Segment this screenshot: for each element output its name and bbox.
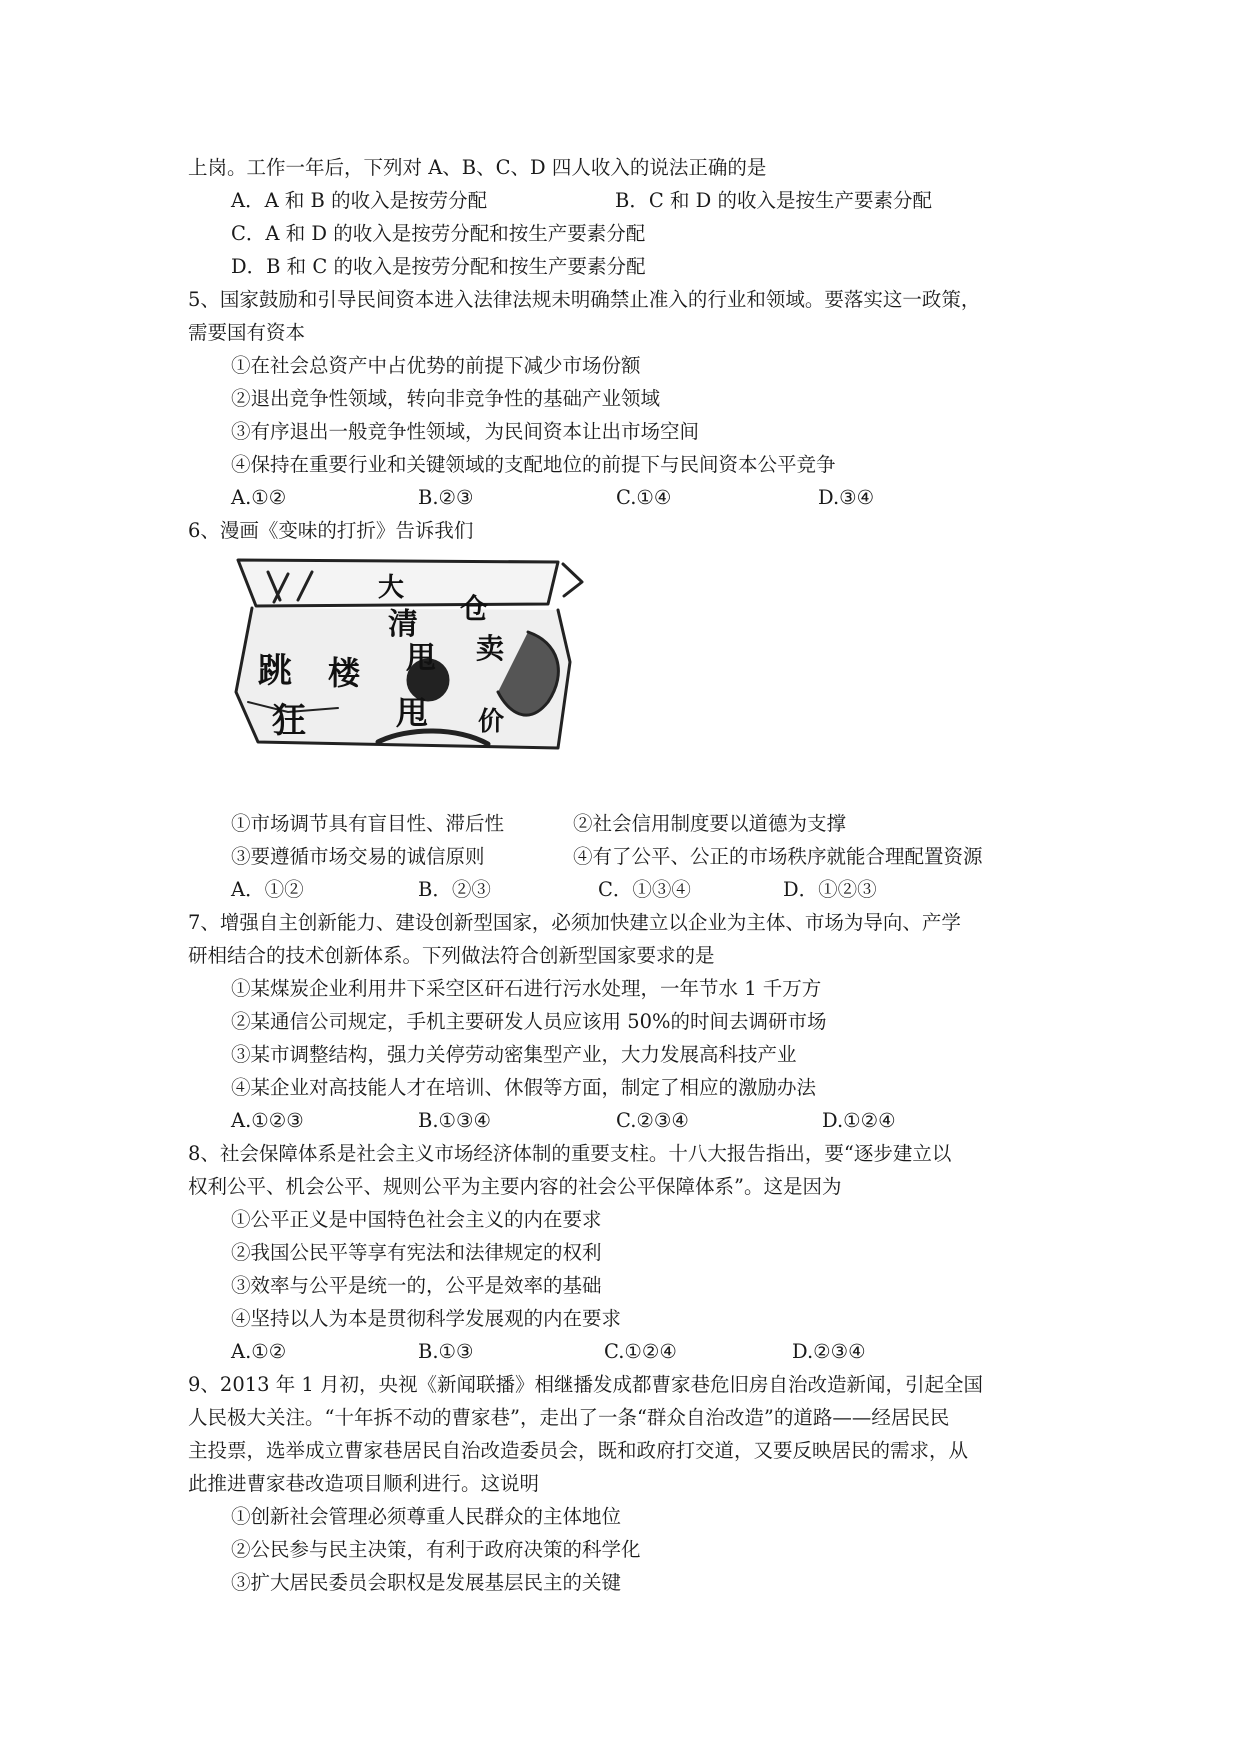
q4-option-c: C．A 和 D 的收入是按劳分配和按生产要素分配 — [231, 222, 646, 245]
q6-item-2: ②社会信用制度要以道德为支撑 — [573, 812, 847, 835]
cartoon-char-5: 卖 — [476, 632, 505, 665]
q7-item-2: ②某通信公司规定，手机主要研发人员应该用 50%的时间去调研市场 — [231, 1010, 827, 1033]
q9-stem-line-2: 人民极大关注。“十年拆不动的曹家巷”，走出了一条“群众自治改造”的道路——经居民民 — [188, 1406, 950, 1429]
cartoon-char-6: 跳 — [258, 651, 292, 691]
cartoon-char-7: 楼 — [328, 654, 361, 692]
q6-option-a: A．①② — [231, 878, 304, 901]
q7-option-d: D.①②④ — [822, 1109, 896, 1132]
q8-item-3: ③效率与公平是统一的，公平是效率的基础 — [231, 1274, 602, 1297]
cartoon-char-2: 清 — [388, 607, 418, 642]
q5-stem-line-2: 需要国有资本 — [188, 321, 306, 344]
q7-item-3: ③某市调整结构，强力关停劳动密集型产业，大力发展高科技产业 — [231, 1043, 797, 1066]
cartoon-char-4: 甩 — [406, 641, 436, 676]
q7-stem-line-2: 研相结合的技术创新体系。下列做法符合创新型国家要求的是 — [188, 944, 715, 967]
q5-item-3: ③有序退出一般竞争性领域，为民间资本让出市场空间 — [231, 420, 700, 443]
q8-item-4: ④坚持以人为本是贯彻科学发展观的内在要求 — [231, 1307, 622, 1330]
cartoon-char-10: 价 — [478, 707, 505, 737]
q4-stem-tail: 上岗。工作一年后，下列对 A、B、C、D 四人收入的说法正确的是 — [188, 156, 767, 179]
q7-item-4: ④某企业对高技能人才在培训、休假等方面，制定了相应的激励办法 — [231, 1076, 817, 1099]
q8-item-2: ②我国公民平等享有宪法和法律规定的权利 — [231, 1241, 602, 1264]
q8-option-c: C.①②④ — [604, 1340, 677, 1363]
q5-item-1: ①在社会总资产中占优势的前提下减少市场份额 — [231, 354, 641, 377]
q4-option-a: A．A 和 B 的收入是按劳分配 — [231, 189, 488, 212]
q8-item-1: ①公平正义是中国特色社会主义的内在要求 — [231, 1208, 602, 1231]
q6-item-4: ④有了公平、公正的市场秩序就能合理配置资源 — [573, 845, 983, 868]
q8-option-a: A.①② — [231, 1340, 287, 1363]
q6-stem: 6、漫画《变味的打折》告诉我们 — [188, 519, 474, 542]
q9-stem-line-4: 此推进曹家巷改造项目顺利进行。这说明 — [188, 1472, 540, 1495]
q7-option-b: B.①③④ — [418, 1109, 491, 1132]
q8-option-b: B.①③ — [418, 1340, 474, 1363]
q9-stem-line-3: 主投票，选举成立曹家巷居民自治改造委员会，既和政府打交道，又要反映居民的需求，从 — [188, 1439, 969, 1462]
cartoon-char-3: 仓 — [460, 592, 489, 625]
q9-item-1: ①创新社会管理必须尊重人民群众的主体地位 — [231, 1505, 622, 1528]
q9-item-2: ②公民参与民主决策，有利于政府决策的科学化 — [231, 1538, 641, 1561]
q6-item-3: ③要遵循市场交易的诚信原则 — [231, 845, 485, 868]
q7-stem-line-1: 7、增强自主创新能力、建设创新型国家，必须加快建立以企业为主体、市场为导向、产学 — [188, 911, 961, 934]
cartoon-char-9: 甩 — [396, 694, 429, 732]
q5-stem-line-1: 5、国家鼓励和引导民间资本进入法律法规未明确禁止准入的行业和领域。要落实这一政策， — [188, 288, 981, 311]
q7-option-c: C.②③④ — [616, 1109, 689, 1132]
q8-stem-line-2: 权利公平、机会公平、规则公平为主要内容的社会公平保障体系”。这是因为 — [188, 1175, 842, 1198]
cartoon-image — [228, 552, 588, 752]
q5-option-b: B.②③ — [418, 486, 474, 509]
q9-stem-line-1: 9、2013 年 1 月初，央视《新闻联播》相继播发成都曹家巷危旧房自治改造新闻，引起全国 — [188, 1373, 984, 1396]
q7-option-a: A.①②③ — [231, 1109, 304, 1132]
q5-item-2: ②退出竞争性领域，转向非竞争性的基础产业领域 — [231, 387, 661, 410]
cartoon-char-8: 狂 — [272, 701, 306, 741]
q4-option-b: B．C 和 D 的收入是按生产要素分配 — [615, 189, 932, 212]
q4-option-d: D．B 和 C 的收入是按劳分配和按生产要素分配 — [231, 255, 646, 278]
q5-item-4: ④保持在重要行业和关键领域的支配地位的前提下与民间资本公平竞争 — [231, 453, 836, 476]
q6-option-c: C．①③④ — [598, 878, 691, 901]
q9-item-3: ③扩大居民委员会职权是发展基层民主的关键 — [231, 1571, 622, 1594]
cartoon-char-1: 大 — [378, 573, 405, 603]
q5-option-c: C.①④ — [616, 486, 672, 509]
q8-stem-line-1: 8、社会保障体系是社会主义市场经济体制的重要支柱。十八大报告指出，要“逐步建立以 — [188, 1142, 952, 1165]
q7-item-1: ①某煤炭企业利用井下采空区矸石进行污水处理，一年节水 1 千万方 — [231, 977, 822, 1000]
q8-option-d: D.②③④ — [792, 1340, 866, 1363]
q6-option-d: D．①②③ — [783, 878, 877, 901]
q5-option-d: D.③④ — [818, 486, 875, 509]
q6-option-b: B．②③ — [418, 878, 491, 901]
q6-item-1: ①市场调节具有盲目性、滞后性 — [231, 812, 505, 835]
q5-option-a: A.①② — [231, 486, 287, 509]
